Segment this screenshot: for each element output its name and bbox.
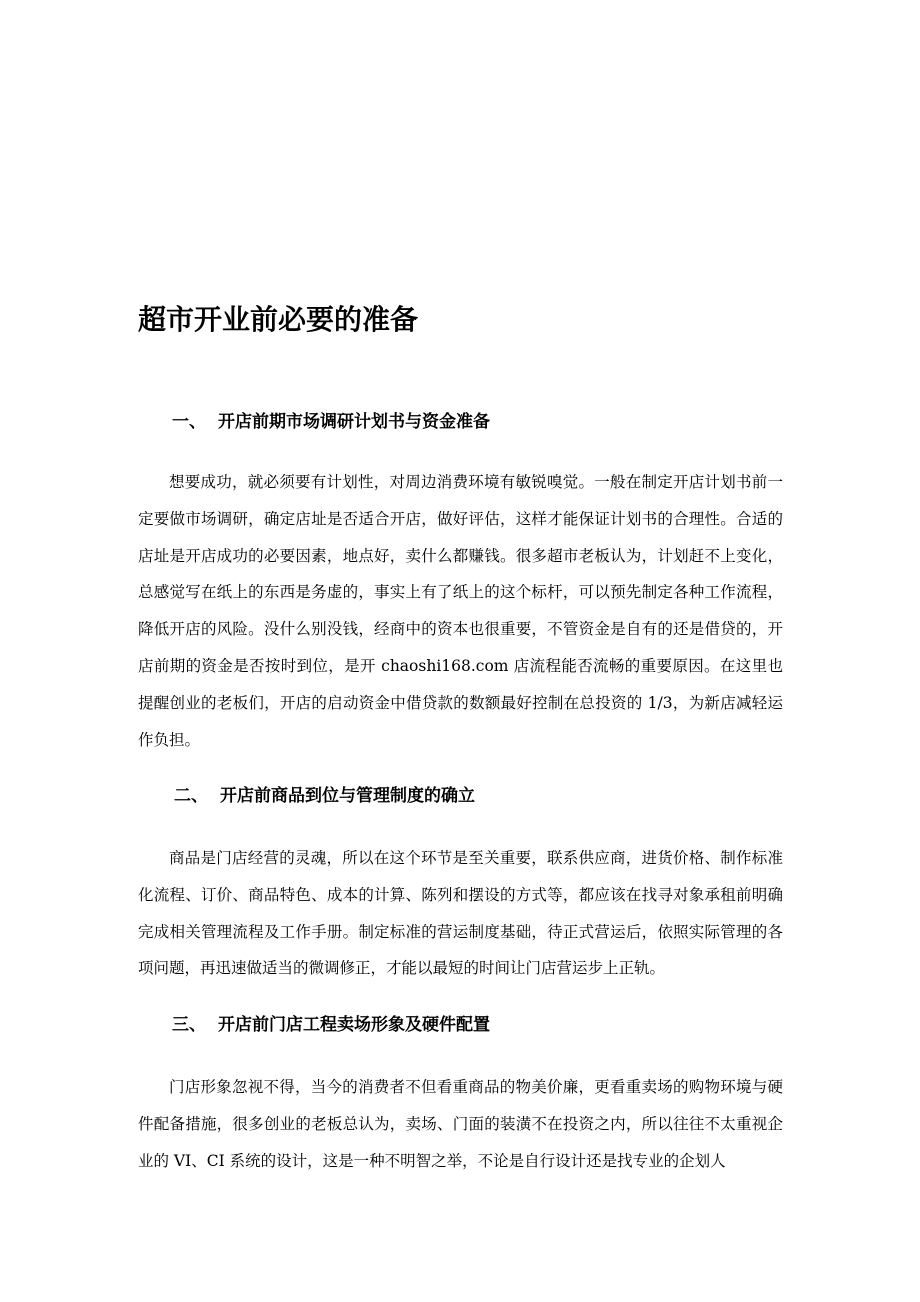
section-body-1: 想要成功，就必须要有计划性，对周边消费环境有敏锐嗅觉。一般在制定开店计划书前一定要做市场调研，确定店址是否适合开店，做好评估，这样才能保证计划书的合理性。合适的店址是开店成功的必要因素，地点好，卖什么都赚钱。很多超市老板认为，计划赶不上变化，总感觉写在纸上的东西是务虚的，事实上有了纸上的这个标杆，可以预先制定各种工作流程，降低开店的风险。没什么别没钱，经商中的资本也很重要，不管资金是自有的还是借贷的，开店前期的资金是否按时到位，是开 chaoshi168.com 店流程能否流畅的重要原因。在这里也提醒创业的老板们，开店的启动资金中借贷款的数额最好控制在总投资的 1/3，为新店减轻运作负担。 [138, 473, 783, 749]
section-number-2: 二、 [174, 786, 208, 806]
section-body-2: 商品是门店经营的灵魂，所以在这个环节是至关重要，联系供应商，进货价格、制作标准化流程、订价、商品特色、成本的计算、陈列和摆设的方式等，都应该在找寻对象承租前明确完成相关管理流程及工作手册。制定标准的营运制度基础，待正式营运后，依照实际管理的各项问题，再迅速做适当的微调修正，才能以最短的时间让门店营运步上正轨。 [138, 849, 783, 978]
section-heading-3 [172, 1012, 490, 1038]
section-heading-text-3: 开店前门店工程卖场形象及硬件配置 [218, 1015, 490, 1035]
section-number-1: 一、 [172, 412, 206, 432]
section-heading-2 [174, 783, 475, 809]
section-heading-text-2: 开店前商品到位与管理制度的确立 [220, 786, 475, 806]
section-heading-1 [172, 409, 490, 435]
section-body-3: 门店形象忽视不得，当今的消费者不但看重商品的物美价廉，更看重卖场的购物环境与硬件配备措施，很多创业的老板总认为，卖场、门面的装潢不在投资之内，所以往往不太重视企业的 VI、CI 系统的设计，这是一种不明智之举，不论是自行设计还是找专业的企划人 [138, 1078, 783, 1170]
document-title: 超市开业前必要的准备 [138, 303, 419, 336]
section-number-3: 三、 [172, 1015, 206, 1035]
section-heading-text-1: 开店前期市场调研计划书与资金准备 [218, 412, 490, 432]
